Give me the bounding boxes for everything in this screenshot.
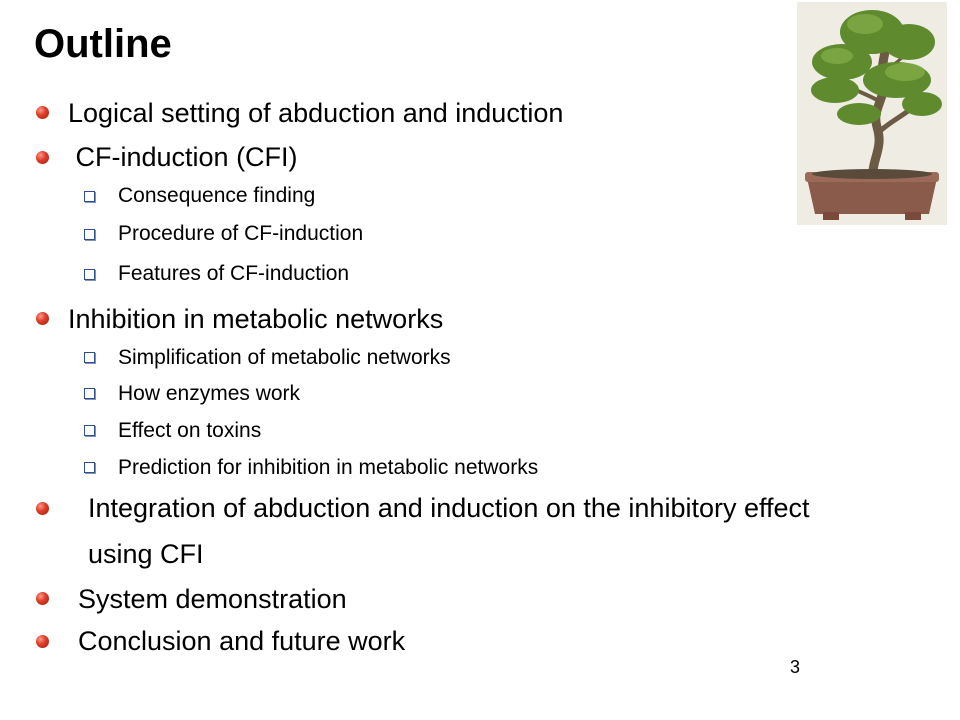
bullet-sub-icon	[84, 352, 95, 363]
slide-title: Outline	[34, 22, 172, 66]
main-item-text: Conclusion and future work	[78, 626, 406, 656]
sub-item-text: Consequence finding	[118, 184, 316, 207]
main-item-text: Inhibition in metabolic networks	[68, 304, 444, 334]
bullet-sub-icon	[84, 462, 95, 473]
bullet-sub-icon	[84, 269, 95, 280]
main-item-text: Logical setting of abduction and induction	[68, 98, 564, 128]
bullet-sub-icon	[84, 425, 95, 436]
main-item-text: Integration of abduction and induction on the inhibitory effect	[88, 493, 810, 523]
sub-item-text: Procedure of CF-induction	[118, 222, 364, 245]
sub-item-text: Effect on toxins	[118, 419, 262, 442]
sub-item-text: Simplification of metabolic networks	[118, 346, 451, 369]
main-item-text: System demonstration	[78, 584, 347, 614]
bullet-sub-icon	[84, 388, 95, 399]
bullet-sub-icon	[84, 191, 95, 202]
bullet-sub-icon	[84, 229, 95, 240]
sub-item-text: Prediction for inhibition in metabolic networks	[118, 456, 539, 479]
bullet-main-icon	[36, 635, 49, 648]
page-number: 3	[790, 657, 801, 677]
bonsai-tree-photo	[797, 2, 947, 225]
sub-item-text: Features of CF-induction	[118, 262, 350, 285]
bullet-main-icon	[36, 312, 49, 325]
main-item-text: using CFI	[88, 539, 204, 569]
bullet-main-icon	[36, 106, 49, 119]
main-item-text: CF-induction (CFI)	[68, 142, 298, 172]
sub-item-text: How enzymes work	[118, 382, 301, 405]
bullet-main-icon	[36, 151, 49, 164]
bullet-main-icon	[36, 592, 49, 605]
bullet-main-icon	[36, 502, 49, 515]
